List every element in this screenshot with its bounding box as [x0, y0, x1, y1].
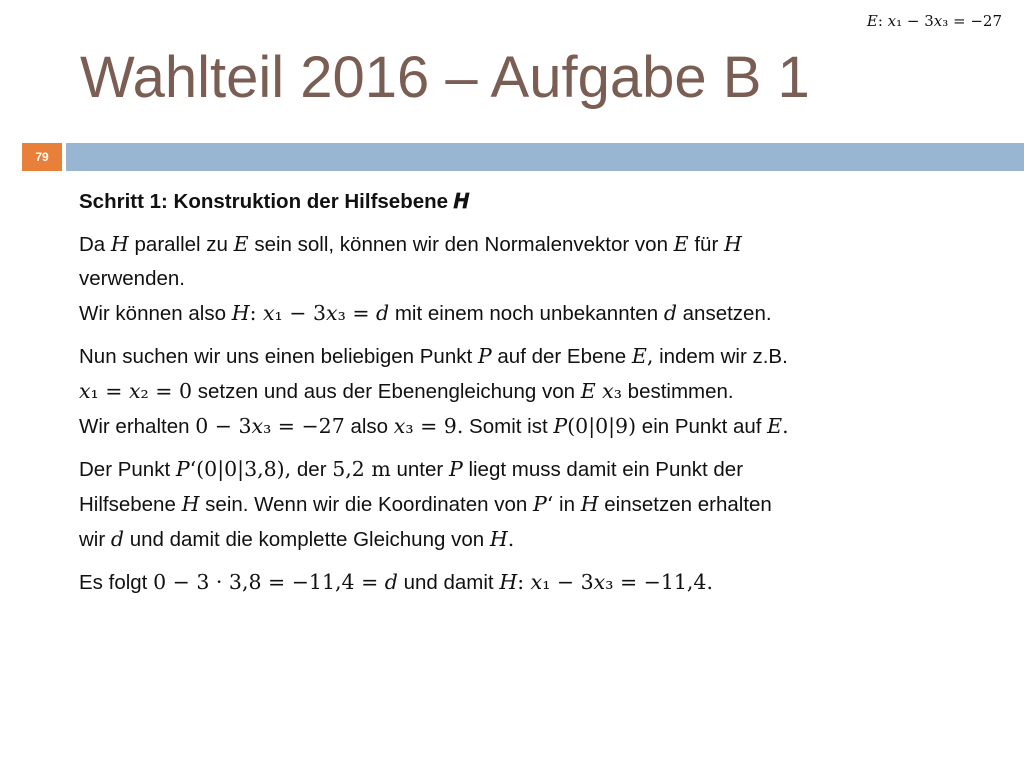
slide-content [79, 184, 989, 608]
step-heading [79, 184, 989, 219]
slide-number-badge: 79 [22, 143, 62, 171]
paragraph-normal-vector: Da 𝐻 parallel zu 𝐸 sein soll, können wir den Normalenvektor von 𝐸 für 𝐻 verwenden. Wir können also 𝐻: 𝑥₁ − 3𝑥₃ = 𝑑 mit einem noch unbekannten 𝑑 ansetzen. [79, 232, 772, 325]
paragraph-point-search: Nun suchen wir uns einen beliebigen Punkt 𝑃 auf der Ebene 𝐸, indem wir z.B. 𝑥₁ = 𝑥₂ = 0 setzen und aus der Ebenengleichung von 𝐸 𝑥₃ bestimmen. Wir erhalten 0 − 3𝑥₃ = −27 also 𝑥₃ = 9. Somit ist 𝑃(0|0|9) ein Punkt auf 𝐸. [79, 344, 789, 438]
divider-bar [66, 143, 1024, 171]
title-divider [0, 143, 1024, 171]
step-heading-var: 𝑯 [453, 189, 470, 213]
step-heading-text: Schritt 1: Konstruktion der Hilfsebene [79, 190, 449, 213]
plane-equation-header: 𝐸: 𝑥₁ − 3𝑥₃ = −27 [866, 12, 1002, 30]
slide-title: Wahlteil 2016 – Aufgabe B 1 [80, 45, 810, 110]
paragraph-point-p-prime: Der Punkt 𝑃‘(0|0|3,8), der 5,2 m unter 𝑃 liegt muss damit ein Punkt der Hilfsebene 𝐻 sein. Wenn wir die Koordinaten von 𝑃‘ in 𝐻 einsetzen erhalten wir 𝑑 und damit die komplette Gleichung von 𝐻. [79, 457, 772, 551]
paragraph-result: Es folgt 0 − 3 · 3,8 = −11,4 = 𝑑 und damit 𝐻: 𝑥₁ − 3𝑥₃ = −11,4. [79, 570, 713, 594]
